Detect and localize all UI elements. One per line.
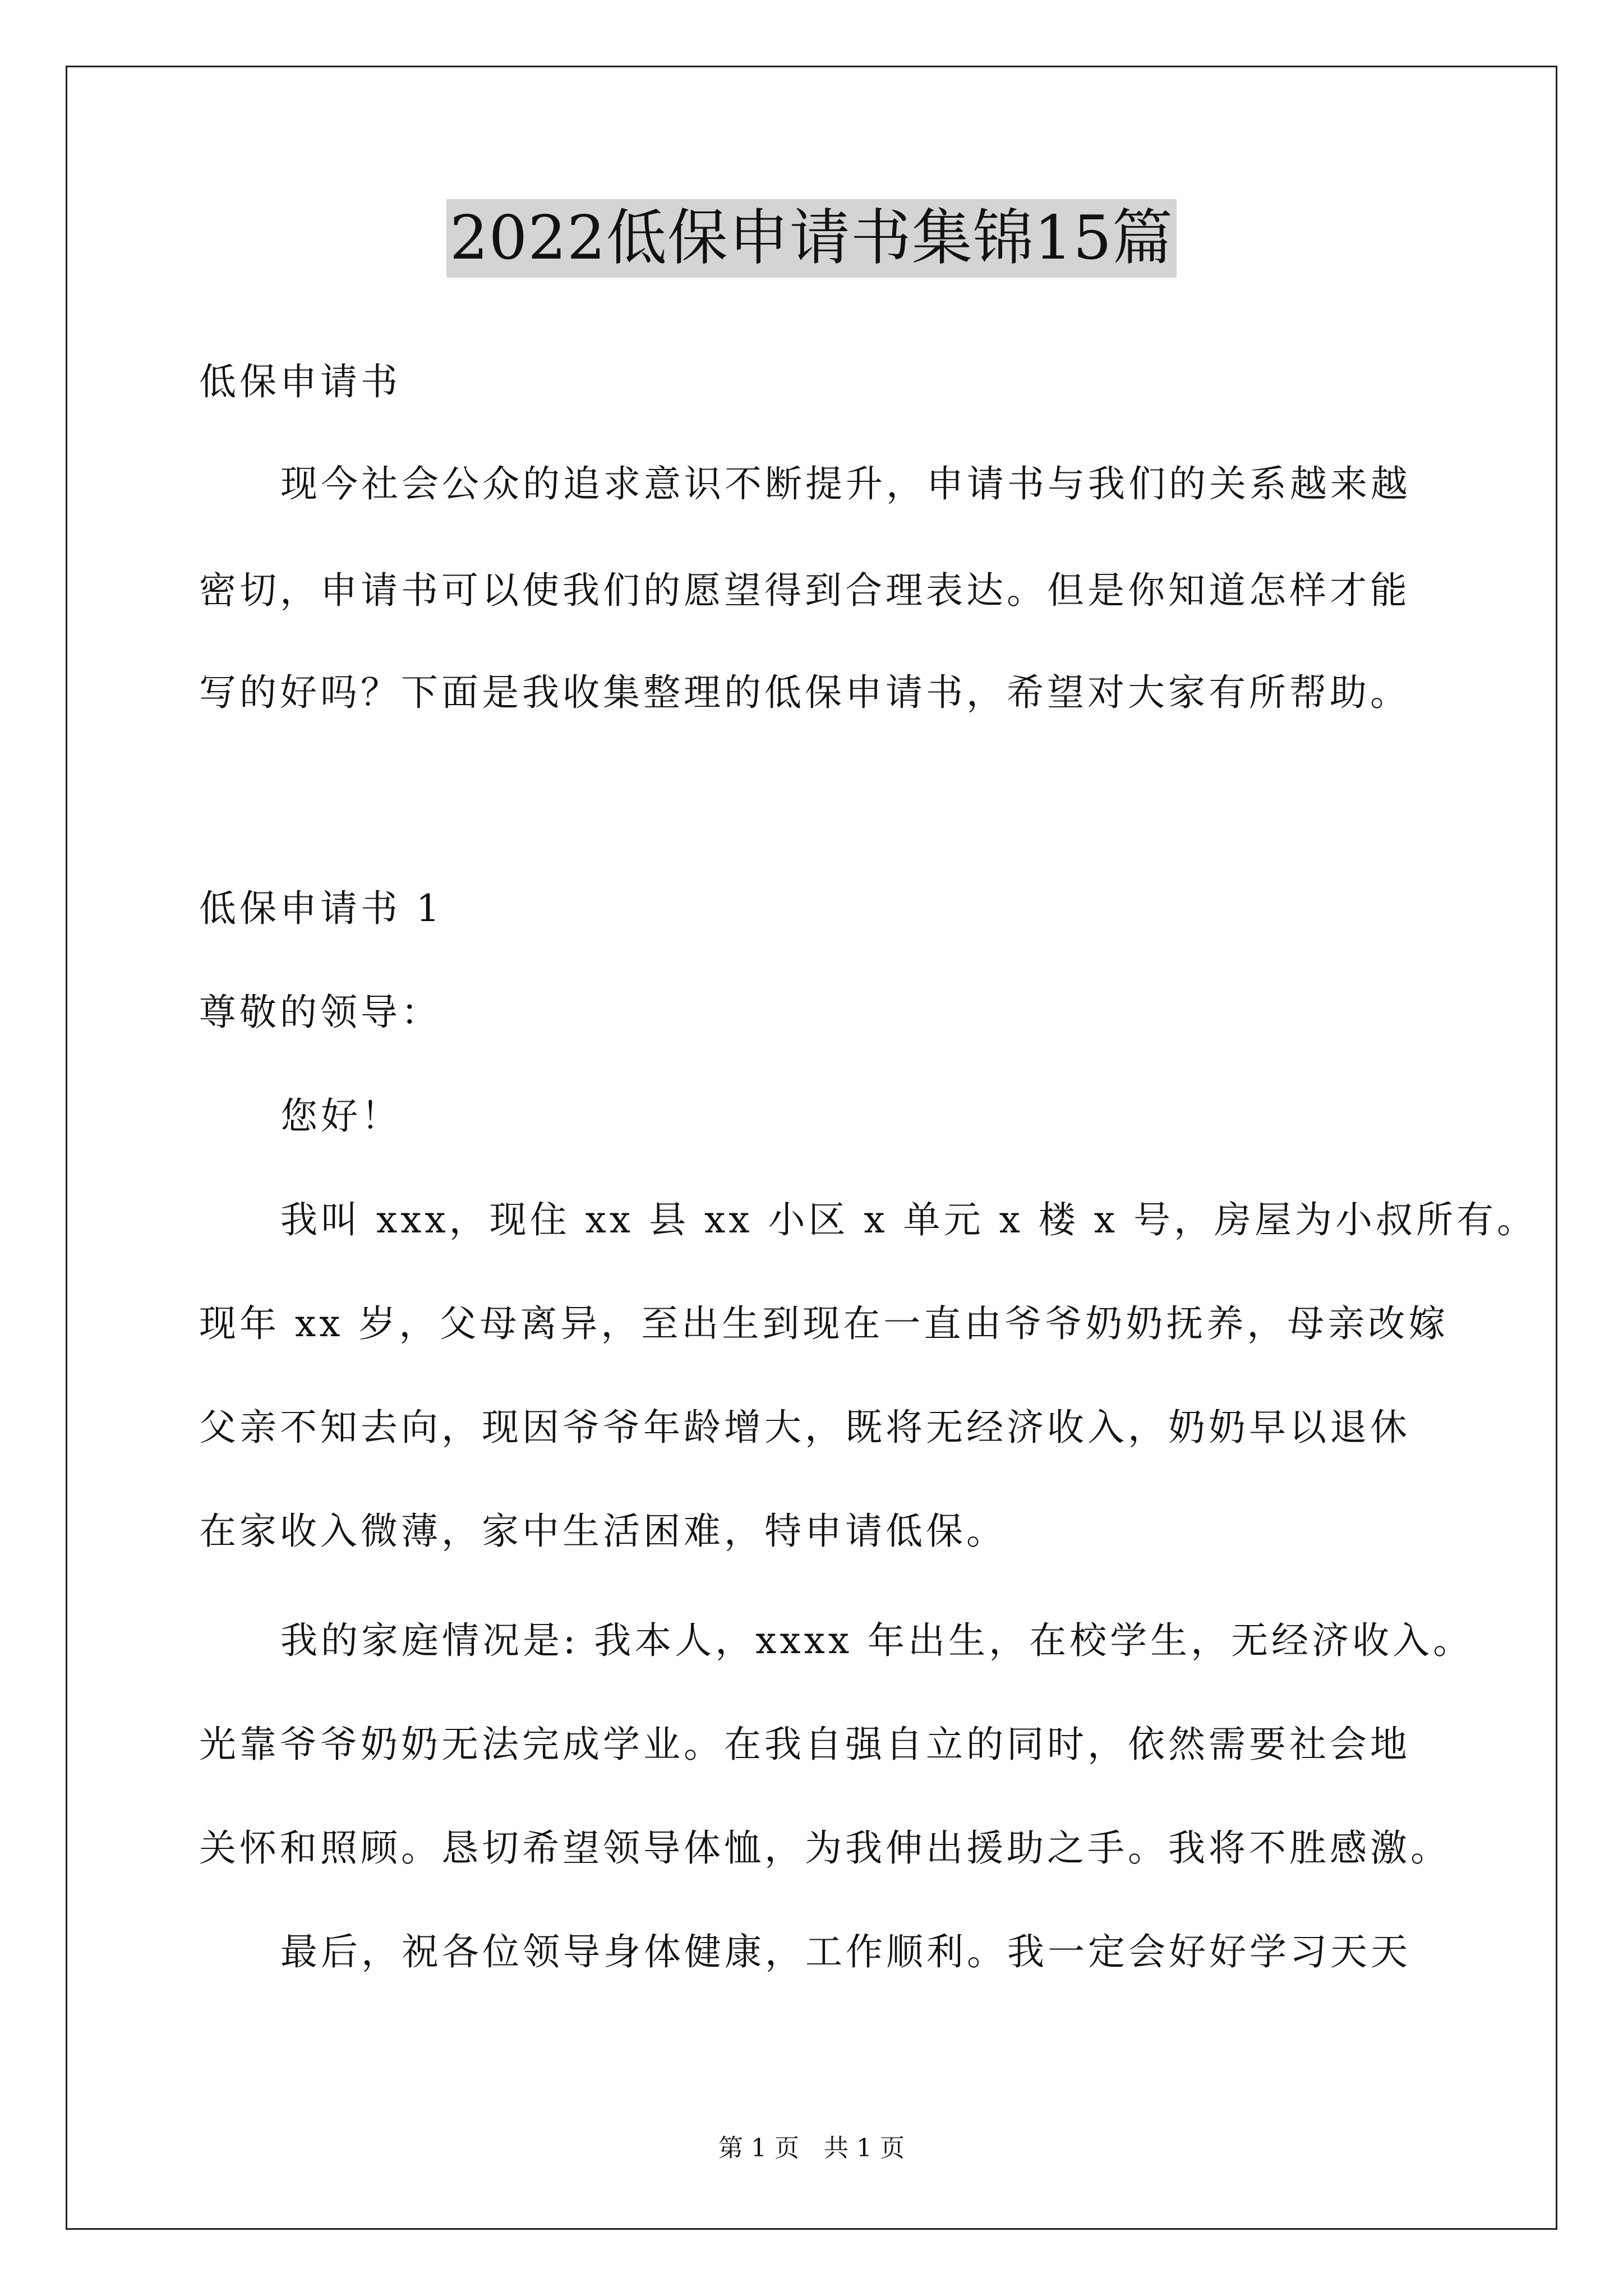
family-line-1: 我的家庭情况是: 我本人，xxxx 年出生，在校学生，无经济收入。	[280, 1619, 1474, 1662]
section-title: 低保申请书 1	[199, 887, 443, 930]
body-line-1: 我叫 xxx，现住 xx 县 xx 小区 x 单元 x 楼 x 号，房屋为小叔所有。	[280, 1198, 1537, 1241]
title-container	[0, 199, 1623, 278]
family-line-2: 光靠爷爷奶奶无法完成学业。在我自强自立的同时，依然需要社会地	[199, 1723, 1410, 1766]
body-line-3: 父亲不知去向，现因爷爷年龄增大，既将无经济收入，奶奶早以退休	[199, 1406, 1410, 1449]
greeting: 您好！	[280, 1094, 402, 1138]
subheading: 低保申请书	[199, 360, 401, 403]
body-line-2: 现年 xx 岁，父母离异，至出生到现在一直由爷爷奶奶抚养，母亲改嫁	[199, 1302, 1449, 1345]
intro-line-2: 密切，申请书可以使我们的愿望得到合理表达。但是你知道怎样才能	[199, 569, 1410, 612]
document-title: 2022低保申请书集锦15篇	[446, 199, 1177, 278]
page-footer: 第 1 页 共 1 页	[718, 2134, 905, 2162]
family-line-3: 关怀和照顾。恳切希望领导体恤，为我伸出援助之手。我将不胜感激。	[199, 1826, 1451, 1870]
closing-line: 最后，祝各位领导身体健康，工作顺利。我一定会好好学习天天	[280, 1930, 1411, 1973]
salutation: 尊敬的领导：	[199, 991, 441, 1034]
intro-line-1: 现今社会公众的追求意识不断提升，申请书与我们的关系越来越	[280, 462, 1411, 505]
body-line-4: 在家收入微薄，家中生活困难，特申请低保。	[199, 1510, 1007, 1553]
intro-line-3: 写的好吗？下面是我收集整理的低保申请书，希望对大家有所帮助。	[199, 671, 1410, 714]
